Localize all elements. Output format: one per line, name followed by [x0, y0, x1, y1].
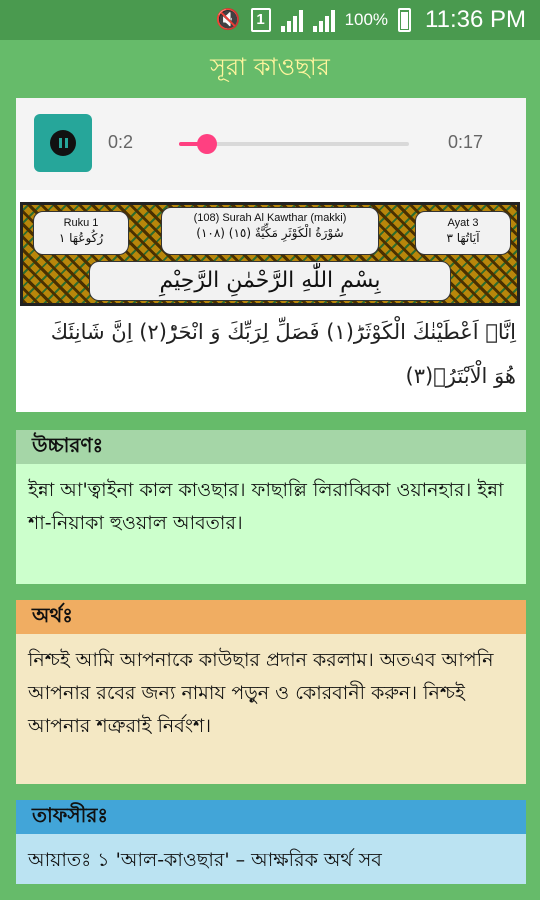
seek-bar[interactable]	[179, 142, 409, 146]
surah-plate	[161, 207, 379, 255]
ayat-plate	[415, 211, 511, 255]
surah-label: (108) Surah Al Kawthar (makki)	[193, 212, 347, 224]
pronunciation-section	[16, 430, 526, 584]
status-bar	[0, 0, 540, 40]
arabic-verse: اِنَّاۤ اَعْطَيْنٰكَ الْكَوْثَرَؕ(١) فَصَلِّ لِرَبِّكَ وَ انْحَرْؕ(٢) اِنَّ شَانِئَكَ هُوَ الْاَبْتَرُ۠(٣)	[50, 320, 516, 388]
tafsir-section	[16, 800, 526, 884]
verse-card	[16, 98, 526, 412]
surah-banner	[20, 202, 520, 306]
pronunciation-header: উচ্চারণঃ	[16, 430, 526, 464]
pause-icon	[50, 130, 76, 156]
surah-arabic: (١٠٨) سُوْرَةُ الْكَوْثَرِ مَكِّيَّةٌ (١٥)	[196, 226, 344, 240]
signal-icon	[313, 8, 335, 32]
tafsir-header: তাফসীরঃ	[16, 800, 526, 834]
pronunciation-text: ইন্না আ'ত্বাইনা কাল কাওছার। ফাছাল্লি লিরাব্বিকা ওয়ানহার। ইন্না শা-নিয়াকা হুওয়াল আবতার।	[28, 479, 504, 534]
ayat-label: Ayat 3	[447, 217, 479, 229]
battery-icon	[398, 8, 411, 32]
bismillah: بِسْمِ اللّٰهِ الرَّحْمٰنِ الرَّحِيْمِ	[89, 261, 451, 301]
signal-icon	[281, 8, 303, 32]
meaning-section	[16, 600, 526, 784]
ruku-plate	[33, 211, 129, 255]
status-clock: 11:36 PM	[425, 6, 526, 33]
current-time: 0:2	[108, 132, 134, 152]
tafsir-text: আয়াতঃ ১ 'আল-কাওছার' – আক্ষরিক অর্থ সব	[28, 849, 382, 871]
page-title: সূরা কাওছার	[210, 53, 330, 81]
seek-thumb[interactable]	[197, 134, 217, 154]
mute-icon: 🔇	[215, 9, 241, 31]
ruku-arabic: رُكُوعُهَا ١	[58, 231, 104, 245]
pause-button[interactable]	[34, 114, 92, 172]
meaning-header: অর্থঃ	[16, 600, 526, 634]
meaning-text: নিশ্চই আমি আপনাকে কাউছার প্রদান করলাম। অতএব আপনি আপনার রবের জন্য নামায পড়ুন ও কোরবানী করুন। নিশ্চই আপনার শত্রুরাই নির্বংশ।	[28, 649, 494, 737]
battery-percent: 100%	[344, 10, 389, 29]
total-time: 0:17	[448, 132, 484, 152]
audio-player	[16, 98, 526, 190]
sim-icon: 1	[251, 8, 271, 32]
ruku-label: Ruku 1	[63, 217, 99, 229]
ayat-arabic: آيَاتُهَا ٣	[446, 231, 480, 245]
